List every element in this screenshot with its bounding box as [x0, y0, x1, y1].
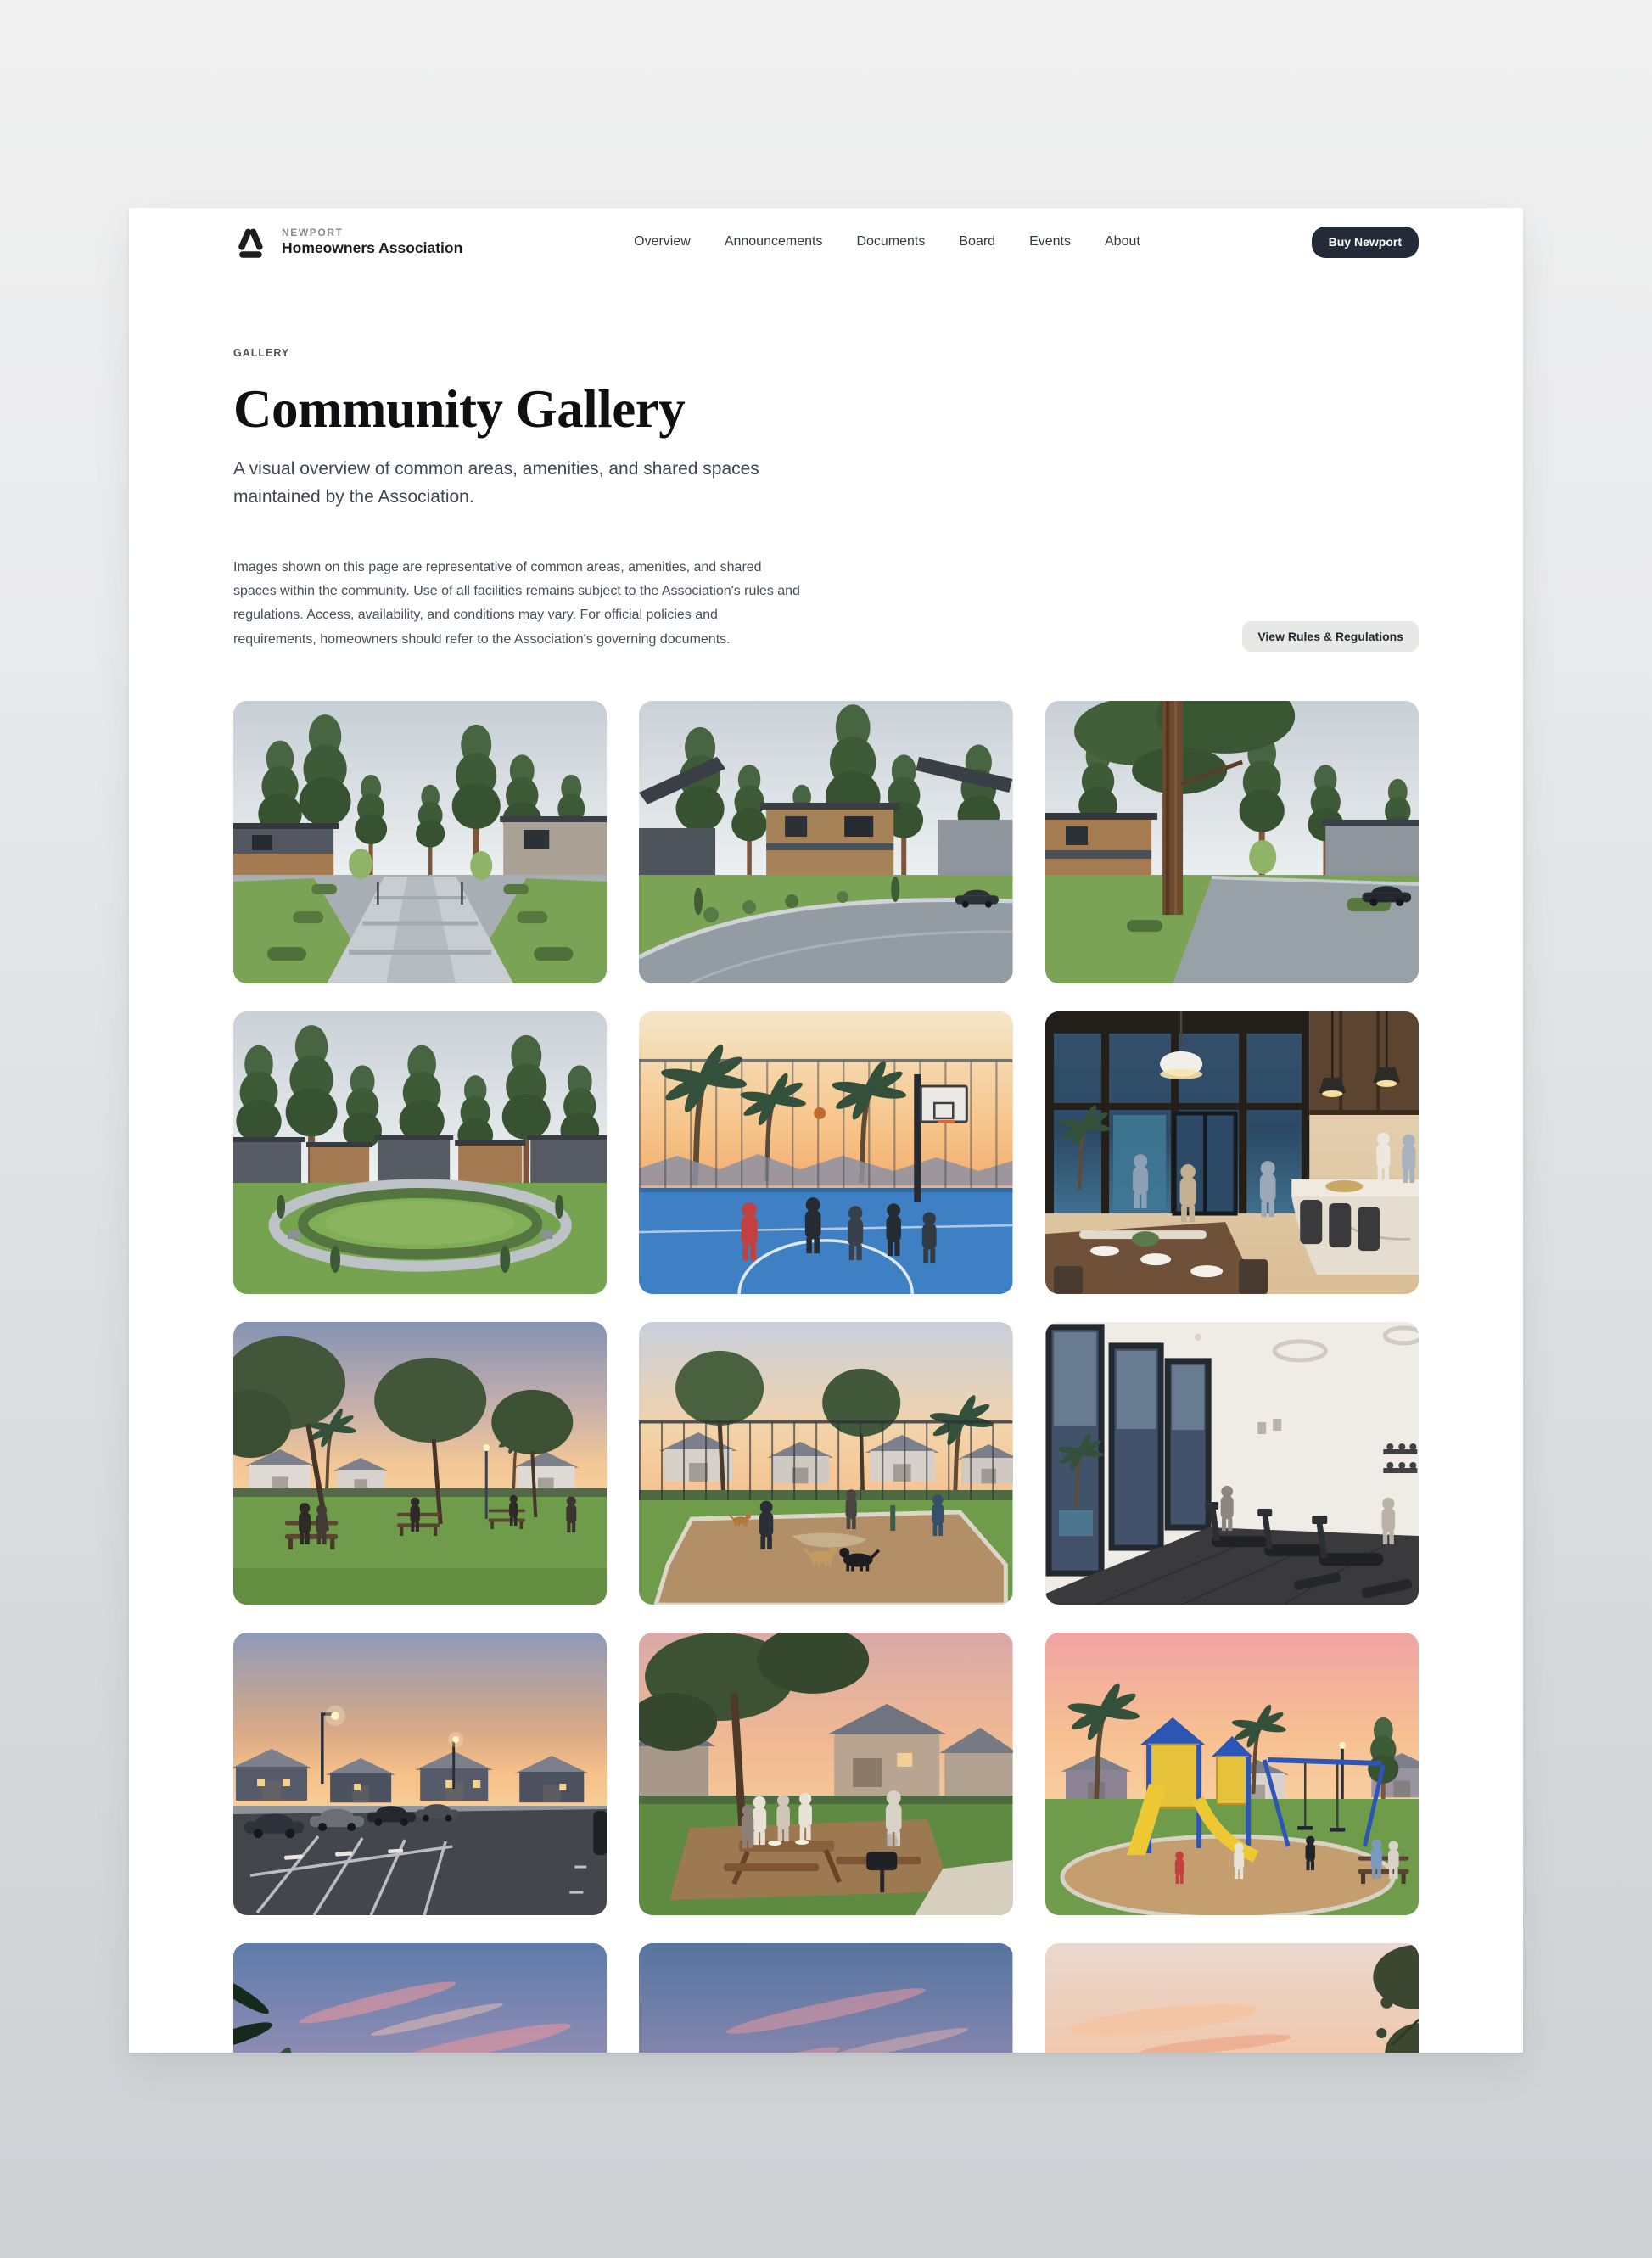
gallery-photo-street-pine [1045, 701, 1419, 983]
nav-item-announcements[interactable]: Announcements [724, 234, 823, 249]
gallery-photo-courtyard [233, 1011, 607, 1294]
intro-row [233, 556, 1419, 652]
nav-item-documents[interactable]: Documents [856, 234, 926, 249]
gallery-photo-dusk-lamp [639, 1943, 1012, 2053]
triangle-logo-icon [233, 225, 267, 259]
gallery-photo-dusk-palms [233, 1943, 607, 2053]
main-nav [634, 234, 1140, 249]
disclaimer-text: Images shown on this page are representative of common areas, amenities, and shared spaces within the community. Use of all facilities remains subject to the Association's rules and regulations. Access, availability, and conditions may vary. For official policies and requirements, homeowners should refer to the Association's governing documents. [233, 559, 800, 647]
gallery-photo-walkway [233, 701, 607, 983]
gallery-photo-sunset-sky [1045, 1943, 1419, 2053]
nav-item-about[interactable]: About [1105, 234, 1140, 249]
buy-newport-button[interactable]: Buy Newport [1312, 227, 1419, 258]
gallery-photo-picnic [639, 1633, 1012, 1915]
brand-text [282, 227, 462, 257]
nav-item-board[interactable]: Board [959, 234, 996, 249]
gallery-photo-gym [1045, 1322, 1419, 1605]
gallery-photo-basketball [639, 1011, 1012, 1294]
brand-eyebrow: NEWPORT [282, 227, 344, 238]
topbar [233, 223, 1419, 261]
brand-name: Homeowners Association [282, 239, 463, 256]
gallery-photo-park-sunset [233, 1322, 607, 1605]
gallery-photo-parking [233, 1633, 607, 1915]
page-subtitle: A visual overview of common areas, amenities, and shared spaces maintained by the Association. [233, 458, 759, 507]
view-rules-button[interactable]: View Rules & Regulations [1242, 621, 1419, 652]
brand-logo[interactable] [233, 225, 462, 259]
page-title: Community Gallery [233, 379, 686, 439]
nav-item-overview[interactable]: Overview [634, 234, 691, 249]
gallery-grid [233, 701, 1419, 2053]
gallery-photo-clubhouse [1045, 1011, 1419, 1294]
gallery-photo-dog-park [639, 1322, 1012, 1605]
gallery-photo-playground [1045, 1633, 1419, 1915]
content-card [129, 208, 1523, 2053]
nav-item-events[interactable]: Events [1029, 234, 1071, 249]
section-eyebrow: GALLERY [233, 347, 290, 359]
gallery-photo-street-curve [639, 701, 1012, 983]
